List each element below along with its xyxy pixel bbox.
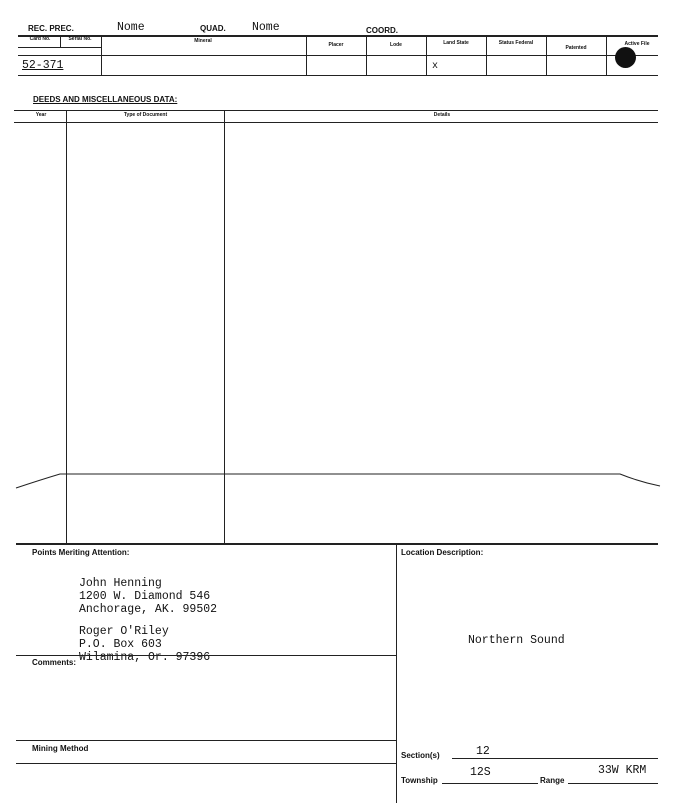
active-divider [606, 36, 607, 75]
points-line-3: Anchorage, AK. 99502 [79, 603, 218, 616]
coord-label: COORD. [366, 26, 398, 35]
status-federal-header: Status Federal [498, 40, 534, 46]
points-line-5: P.O. Box 603 [79, 638, 162, 651]
township-label: Township [401, 776, 438, 785]
range-value: 33W KRM [598, 764, 647, 777]
rec-prec-value: Nome [117, 21, 145, 34]
section-label: Section(s) [401, 751, 440, 760]
type-of-document-header: Type of Document [123, 112, 168, 118]
land-state-mark: x [432, 61, 439, 72]
serial-no-header: Serial No. [68, 36, 92, 42]
placer-divider [306, 36, 307, 75]
header-mid-rule [18, 55, 658, 56]
quad-value: Nome [252, 21, 280, 34]
points-meriting-attention-label: Points Meriting Attention: [32, 548, 130, 557]
header-bottom-rule [18, 75, 658, 76]
township-value: 12S [470, 766, 491, 779]
location-description-value: Northern Sound [468, 634, 565, 647]
mining-method-label: Mining Method [32, 744, 89, 753]
mining-method-rule [16, 740, 396, 741]
land-state-header: Land State [443, 40, 469, 46]
deeds-header-rule [14, 122, 658, 123]
comments-label: Comments: [32, 658, 77, 667]
patented-header: Patented [565, 45, 587, 51]
header-top-rule [18, 35, 658, 37]
fold-crease-line [0, 466, 678, 492]
deeds-top-rule [14, 110, 658, 111]
placer-header: Placer [328, 42, 344, 48]
status-federal-divider [486, 36, 487, 75]
section-value: 12 [476, 745, 490, 758]
card-no-value: 52-371 [22, 59, 64, 72]
range-underline [568, 783, 658, 784]
year-header: Year [35, 112, 47, 118]
points-line-4: Roger O'Riley [79, 625, 169, 638]
section-underline [452, 758, 658, 759]
mineral-divider [101, 36, 102, 75]
mining-method-bottom-rule [16, 763, 396, 764]
location-description-label: Location Description: [401, 548, 484, 557]
active-file-header: Active File [624, 41, 650, 47]
points-line-2: 1200 W. Diamond 546 [79, 590, 211, 603]
lode-header: Lode [390, 42, 402, 48]
comments-rule [16, 655, 396, 656]
bottom-section-rule [16, 543, 658, 545]
punch-hole-icon [615, 47, 636, 68]
land-state-divider [426, 36, 427, 75]
mineral-header: Mineral [194, 38, 212, 44]
quad-label: QUAD. [200, 24, 226, 33]
range-label: Range [540, 776, 565, 785]
card-serial-divider [60, 36, 61, 48]
bottom-center-divider [396, 543, 397, 803]
details-header: Details [433, 112, 451, 118]
patented-divider [546, 36, 547, 75]
points-line-1: John Henning [79, 577, 162, 590]
points-line-6: Wilamina, Or. 97396 [79, 651, 211, 664]
card-no-header: Card No. [29, 36, 51, 42]
lode-divider [366, 36, 367, 75]
rec-prec-label: REC. PREC. [28, 24, 74, 33]
township-underline [442, 783, 538, 784]
deeds-title: DEEDS AND MISCELLANEOUS DATA: [33, 95, 178, 104]
